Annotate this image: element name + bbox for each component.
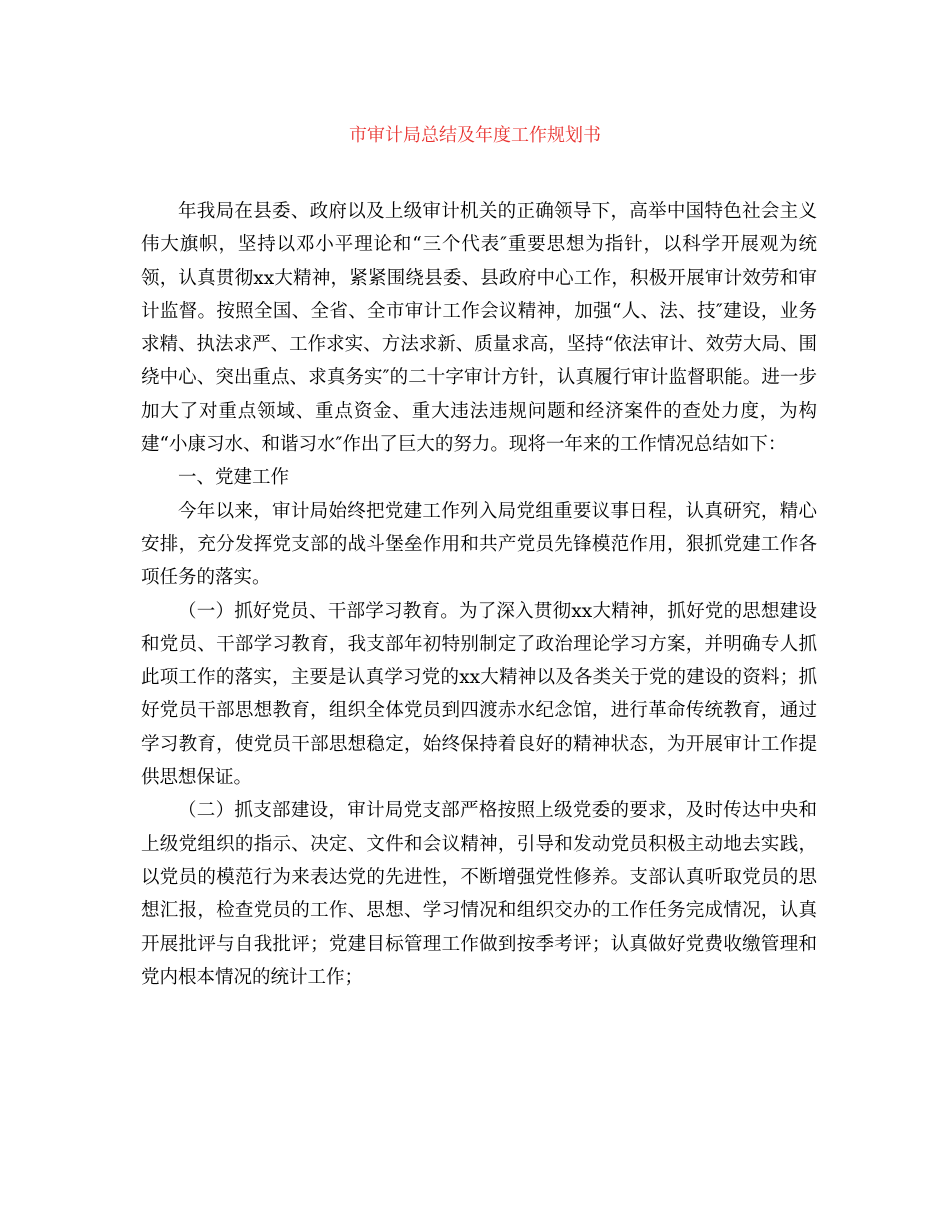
document-title: 市审计局总结及年度工作规划书 — [349, 125, 601, 146]
document-body — [141, 195, 817, 994]
paragraph-branch-building: （二）抓支部建设，审计局党支部严格按照上级党委的要求，及时传达中央和上级党组织的指示、决定、文件和会议精神，引导和发动党员积极主动地去实践，以党员的模范行为来表达党的先进性，不断增强党性修养。支部认真听取党员的思想汇报，检查党员的工作、思想、学习情况和组织交办的工作任务完成情况，认真开展批评与自我批评；党建目标管理工作做到按季考评；认真做好党费收缴管理和党内根本情况的统计工作； — [141, 800, 817, 988]
paragraph-party-building: 今年以来，审计局始终把党建工作列入局党组重要议事日程，认真研究，精心安排，充分发挥党支部的战斗堡垒作用和共产党员先锋模范作用，狠抓党建工作各项任务的落实。 — [141, 500, 817, 589]
paragraph-intro: 年我局在县委、政府以及上级审计机关的正确领导下，高举中国特色社会主义伟大旗帜，坚持以邓小平理论和“三个代表″重要思想为指针，以科学开展观为统领，认真贯彻xx大精神，紧紧围绕县委、县政府中心工作，积极开展审计效劳和审计监督。按照全国、全省、全市审计工作会议精神，加强“人、法、技″建设，业务求精、执法求严、工作求实、方法求新、质量求高，坚持“依法审计、效劳大局、围绕中心、突出重点、求真务实″的二十字审计方针，认真履行审计监督职能。进一步加大了对重点领域、重点资金、重大违法违规问题和经济案件的查处力度，为构建“小康习水、和谐习水″作出了巨大的努力。现将一年来的工作情况总结如下： — [141, 201, 817, 456]
paragraph-study-education: （一）抓好党员、干部学习教育。为了深入贯彻xx大精神，抓好党的思想建设和党员、干部学习教育，我支部年初特别制定了政治理论学习方案，并明确专人抓此项工作的落实，主要是认真学习党的xx大精神以及各类关于党的建设的资料；抓好党员干部思想教育，组织全体党员到四渡赤水纪念馆，进行革命传统教育，通过学习教育，使党员干部思想稳定，始终保持着良好的精神状态，为开展审计工作提供思想保证。 — [141, 600, 817, 789]
section-heading-party-building: 一、党建工作 — [178, 467, 290, 489]
